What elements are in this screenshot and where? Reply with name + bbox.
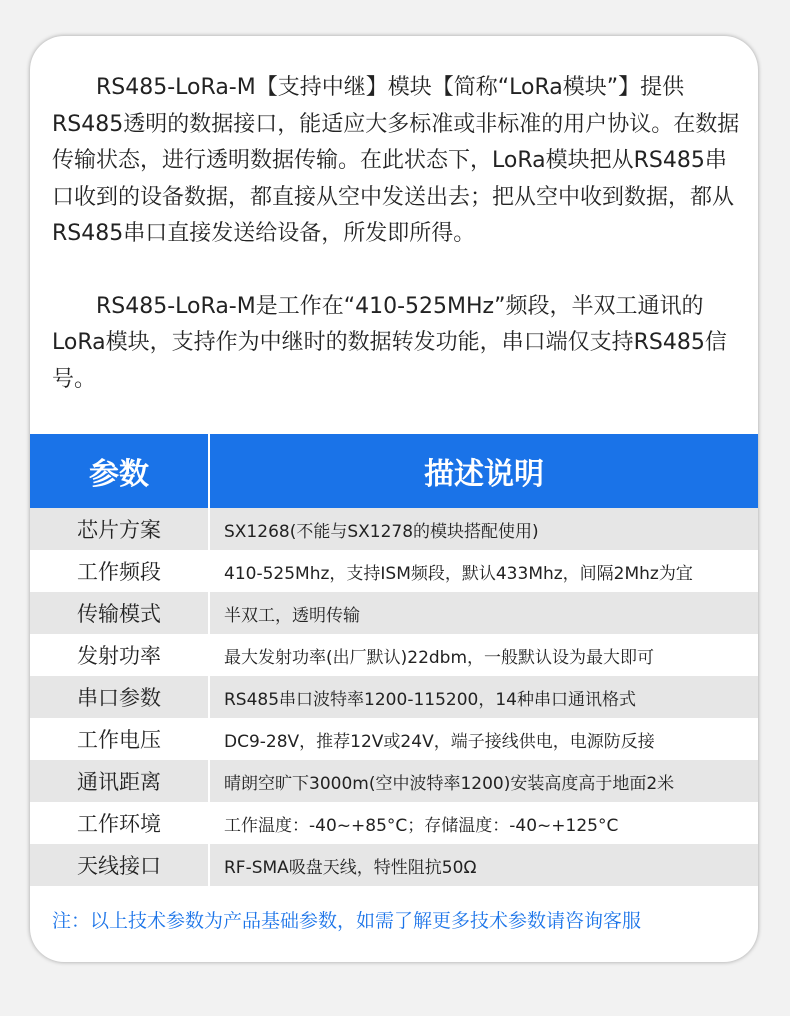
table-row xyxy=(30,592,758,634)
param-cell: 串口参数 xyxy=(30,676,210,718)
desc-cell: 最大发射功率(出厂默认)22dbm，一般默认设为最大即可 xyxy=(224,647,655,668)
desc-cell: 410-525Mhz，支持ISM频段，默认433Mhz，间隔2Mhz为宜 xyxy=(224,563,693,584)
desc-cell: DC9-28V，推荐12V或24V，端子接线供电，电源防反接 xyxy=(224,731,655,752)
spec-table-body xyxy=(30,508,758,886)
header-param: 参数 xyxy=(30,434,210,508)
desc-cell: 晴朗空旷下3000m(空中波特率1200)安装高度高于地面2米 xyxy=(224,773,675,794)
table-row xyxy=(30,550,758,592)
desc-cell: 半双工，透明传输 xyxy=(224,605,360,626)
param-cell: 天线接口 xyxy=(30,844,210,886)
table-row xyxy=(30,634,758,676)
table-row xyxy=(30,844,758,886)
desc-cell: RS485串口波特率1200-115200，14种串口通讯格式 xyxy=(224,689,636,710)
table-row xyxy=(30,508,758,550)
desc-cell: SX1268(不能与SX1278的模块搭配使用) xyxy=(224,521,539,542)
param-cell: 传输模式 xyxy=(30,592,210,634)
intro-paragraph-2: RS485-LoRa-M是工作在“410-525MHz”频段，半双工通讯的LoRa模块，支持作为中继时的数据转发功能，串口端仅支持RS485信号。 xyxy=(52,293,727,392)
header-desc: 描述说明 xyxy=(424,457,544,492)
param-cell: 发射功率 xyxy=(30,634,210,676)
param-cell: 通讯距离 xyxy=(30,760,210,802)
table-row xyxy=(30,760,758,802)
table-row xyxy=(30,718,758,760)
spec-table-header xyxy=(30,434,758,508)
intro-text xyxy=(52,70,744,398)
table-row xyxy=(30,676,758,718)
param-cell: 工作电压 xyxy=(30,718,210,760)
footnote: 注：以上技术参数为产品基础参数，如需了解更多技术参数请咨询客服 xyxy=(52,910,642,932)
intro-paragraph-1: RS485-LoRa-M【支持中继】模块【简称“LoRa模块”】提供RS485透明的数据接口，能适应大多标准或非标准的用户协议。在数据传输状态，进行透明数据传输。在此状态下，LoRa模块把从RS485串口收到的设备数据，都直接从空中发送出去；把从空中收到数据，都从RS485串口直接发送给设备，所发即所得。 xyxy=(52,75,740,246)
param-cell: 工作频段 xyxy=(30,550,210,592)
param-cell: 芯片方案 xyxy=(30,508,210,550)
desc-cell: 工作温度：-40~+85°C；存储温度：-40~+125°C xyxy=(224,815,619,836)
table-row xyxy=(30,802,758,844)
desc-cell: RF-SMA吸盘天线，特性阻抗50Ω xyxy=(224,857,477,878)
spec-card xyxy=(30,36,758,962)
param-cell: 工作环境 xyxy=(30,802,210,844)
spec-table xyxy=(30,434,758,886)
